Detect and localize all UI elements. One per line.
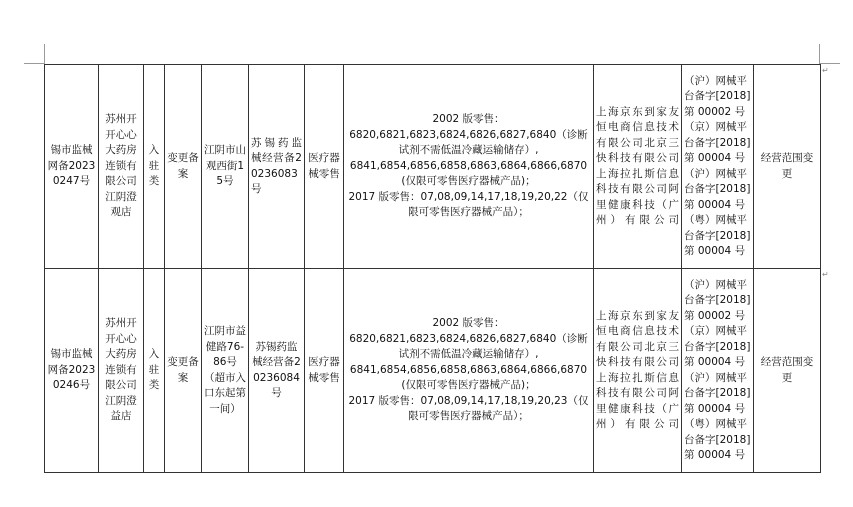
- filing-cell: （沪）网械平台备字[2018]第 00002 号（京）网械平台备字[2018]第 00004 号（沪）网械平台备字[2018]第 00004 号（粤）网械平台备字[2018]第 00004 号: [682, 269, 754, 473]
- scope-line: 6841,6854,6856,6858,6863,6864,6866,6870(仅限可零售医疗器械产品)；: [349, 363, 588, 392]
- crop-mark-right-vertical: [819, 44, 820, 64]
- reg-no-cell: 锡市监械网备20230246号: [45, 269, 99, 473]
- scope-line: 6820,6821,6823,6824,6826,6827,6840（诊断试剂不需低温冷藏运输储存）,: [349, 128, 588, 157]
- filing-table: [44, 64, 821, 473]
- scope-line: 2017 版零售：07,08,09,14,17,18,19,20,22（仅限可零售医疗器械产品）；: [348, 190, 589, 219]
- type-cell: 入驻类: [144, 65, 165, 269]
- change-cell: 经营范围变更: [754, 65, 821, 269]
- address-cell: 江阴市山观西街15号: [202, 65, 249, 269]
- reg-no-cell: 锡市监械网备20230247号: [45, 65, 99, 269]
- address-cell: 江阴市益健路76-86号（超市入口东起第一间）: [202, 269, 249, 473]
- table-row: [45, 65, 821, 269]
- scope-cell: [344, 269, 594, 473]
- scope-line: 6841,6854,6856,6858,6863,6864,6866,6870(仅限可零售医疗器械产品)；: [349, 159, 588, 188]
- crop-mark-left-vertical: [44, 44, 45, 64]
- action-cell: 变更备案: [165, 65, 202, 269]
- scope-line: 2002 版零售：: [432, 317, 505, 330]
- filing-cell: （沪）网械平台备字[2018]第 00002 号（京）网械平台备字[2018]第 00004 号（沪）网械平台备字[2018]第 00004 号（粤）网械平台备字[2018]第 00004 号: [682, 65, 754, 269]
- row-end-mark-icon: ↵: [822, 270, 829, 279]
- scope-line: 6820,6821,6823,6824,6826,6827,6840（诊断试剂不需低温冷藏运输储存）,: [349, 332, 588, 361]
- row-end-mark-icon: ↵: [822, 66, 829, 75]
- category-cell: 医疗器械零售: [305, 269, 344, 473]
- company-cell: 苏州开开心心大药房连锁有限公司江阴澄观店: [99, 65, 144, 269]
- license-cell: 苏锡药监械经营备20236083号: [249, 65, 305, 269]
- type-cell: 入驻类: [144, 269, 165, 473]
- crop-mark-right-horizontal: [820, 63, 840, 64]
- scope-cell: [344, 65, 594, 269]
- table-row: [45, 269, 821, 473]
- change-cell: 经营范围变更: [754, 269, 821, 473]
- company-cell: 苏州开开心心大药房连锁有限公司江阴澄益店: [99, 269, 144, 473]
- category-cell: 医疗器械零售: [305, 65, 344, 269]
- scope-line: 2002 版零售：: [432, 113, 505, 126]
- license-cell: 苏锡药监械经营备20236084号: [249, 269, 305, 473]
- action-cell: 变更备案: [165, 269, 202, 473]
- scope-line: 2017 版零售：07,08,09,14,17,18,19,20,23（仅限可零售医疗器械产品）；: [348, 394, 589, 423]
- crop-mark-left-horizontal: [24, 63, 44, 64]
- platform-cell: 上海京东到家友恒电商信息技术有限公司北京三快科技有限公司上海拉扎斯信息科技有限公司阿里健康科技（广州）有限公司: [594, 65, 682, 269]
- platform-cell: 上海京东到家友恒电商信息技术有限公司北京三快科技有限公司上海拉扎斯信息科技有限公司阿里健康科技（广州）有限公司: [594, 269, 682, 473]
